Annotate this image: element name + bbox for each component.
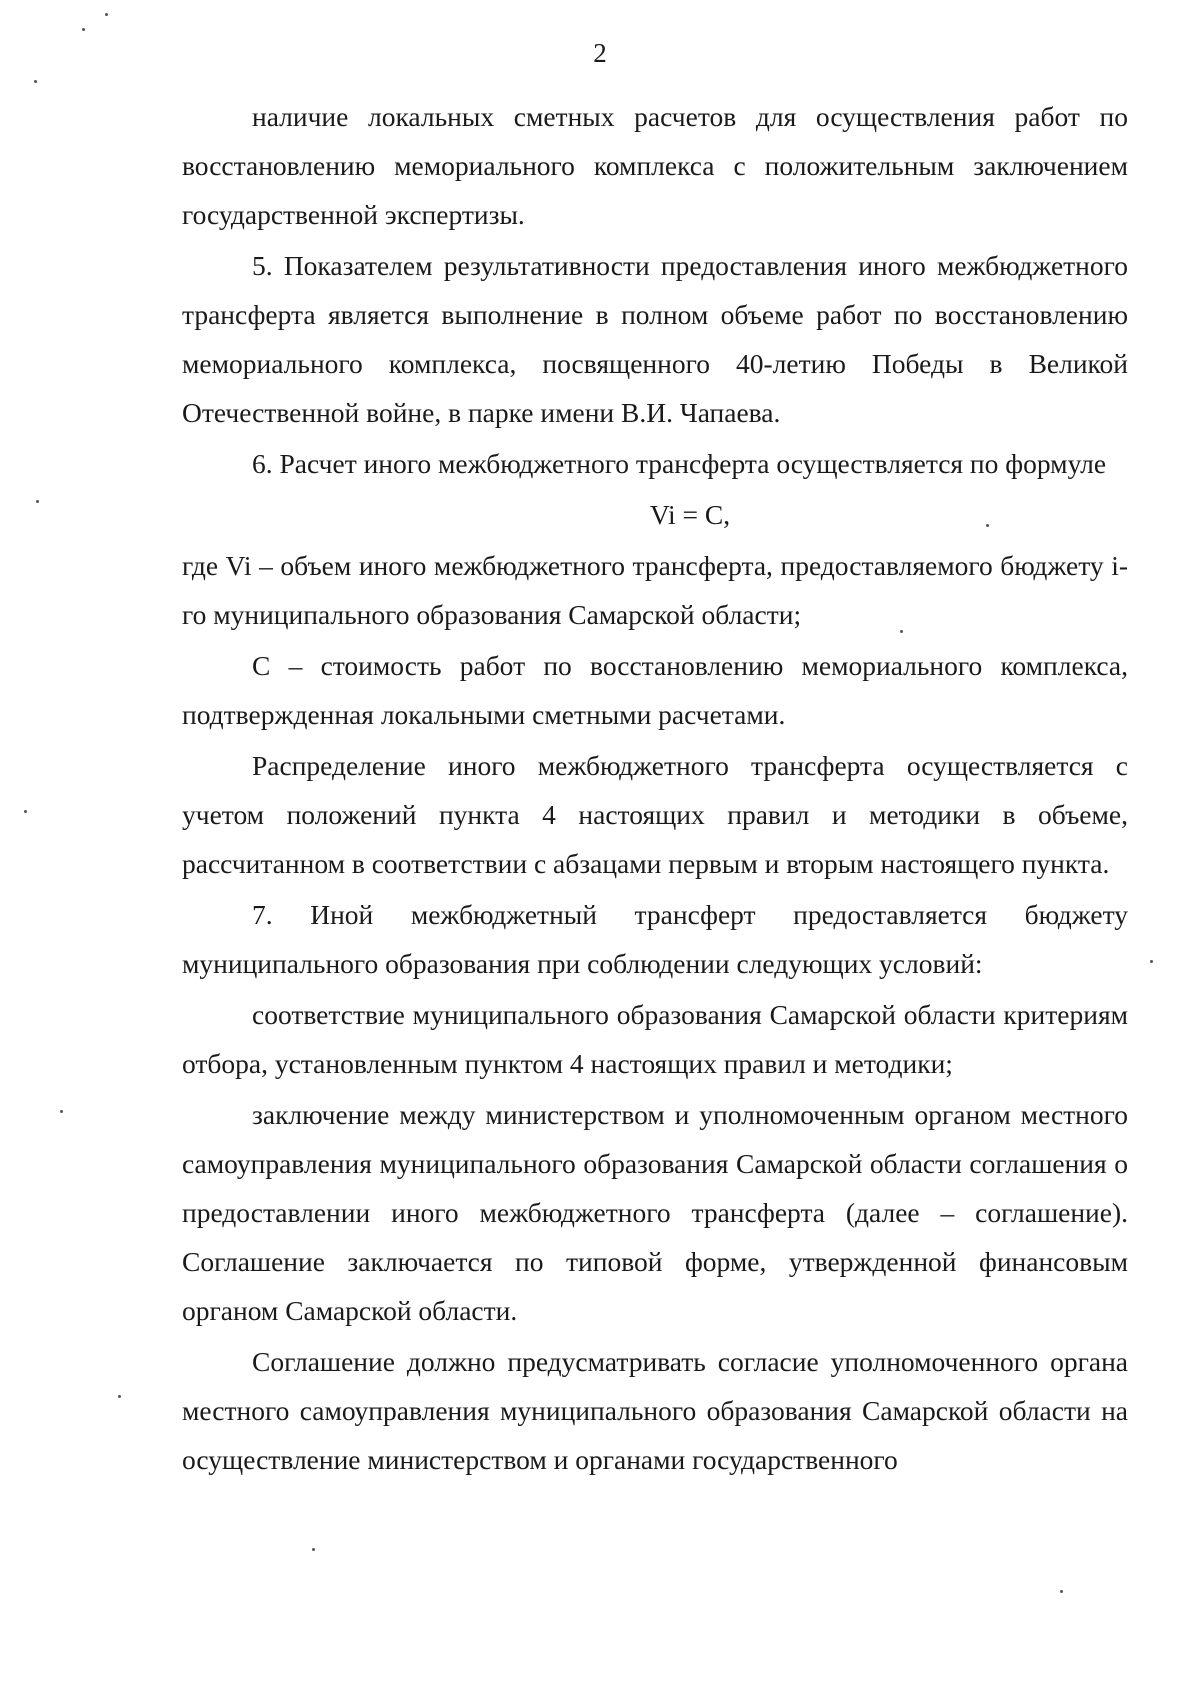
scan-speck xyxy=(900,630,903,633)
paragraph-item-5: 5. Показателем результативности предоставления иного межбюджетного трансферта является выполнение в полном объеме работ по восстановлению мемориального комплекса, посвященного 40-летию Победы в Великой Отечественной войне, в парке имени В.И. Чапаева. xyxy=(182,250,1128,428)
scan-speck xyxy=(36,500,39,503)
paragraph-item-7: 7. Иной межбюджетный трансферт предоставляется бюджету муниципального образования при соблюдении следующих условий: xyxy=(182,899,1128,979)
scan-speck xyxy=(24,810,27,813)
formula: Vi = C, xyxy=(649,499,731,530)
page-number: 2 xyxy=(593,38,607,68)
paragraph-agreement: заключение между министерством и уполномоченным органом местного самоуправления муниципального образования Самарской области соглашения о предоставлении иного межбюджетного трансферта (далее – соглашение). Соглашение заключается по типовой форме, утвержденной финансовым органом Самарской области. xyxy=(182,1099,1128,1326)
paragraph-agreement-consent: Соглашение должно предусматривать согласие уполномоченного органа местного самоуправления муниципального образования Самарской области на осуществление министерством и органами государственного xyxy=(182,1346,1128,1475)
paragraph-distribution: Распределение иного межбюджетного трансферта осуществляется с учетом положений пункта 4 настоящих правил и методики в объеме, рассчитанном в соответствии с абзацами первым и вторым настоящего пункта. xyxy=(182,750,1128,879)
scan-speck xyxy=(82,28,85,31)
scan-speck xyxy=(105,13,108,16)
paragraph-item-6: 6. Расчет иного межбюджетного трансферта осуществляется по формуле xyxy=(252,448,1107,479)
scan-speck xyxy=(1150,960,1153,963)
paragraph-selection-criteria: соответствие муниципального образования Самарской области критериям отбора, установленным пунктом 4 настоящих правил и методики; xyxy=(182,999,1128,1079)
scan-speck xyxy=(986,524,989,527)
paragraph-local-estimates: наличие локальных сметных расчетов для осуществления работ по восстановлению мемориального комплекса с положительным заключением государственной экспертизы. xyxy=(182,101,1128,230)
document-body xyxy=(182,92,1128,1484)
scan-speck xyxy=(1060,1590,1063,1593)
scan-speck xyxy=(312,1548,315,1551)
scan-speck xyxy=(118,1395,121,1398)
paragraph-c-cost: C – стоимость работ по восстановлению мемориального комплекса, подтвержденная локальными сметными расчетами. xyxy=(182,650,1128,730)
scan-speck xyxy=(34,80,37,83)
scan-speck xyxy=(60,1110,63,1113)
paragraph-where-vi: где Vi – объем иного межбюджетного трансферта, предоставляемого бюджету i-го муниципального образования Самарской области; xyxy=(182,550,1128,630)
